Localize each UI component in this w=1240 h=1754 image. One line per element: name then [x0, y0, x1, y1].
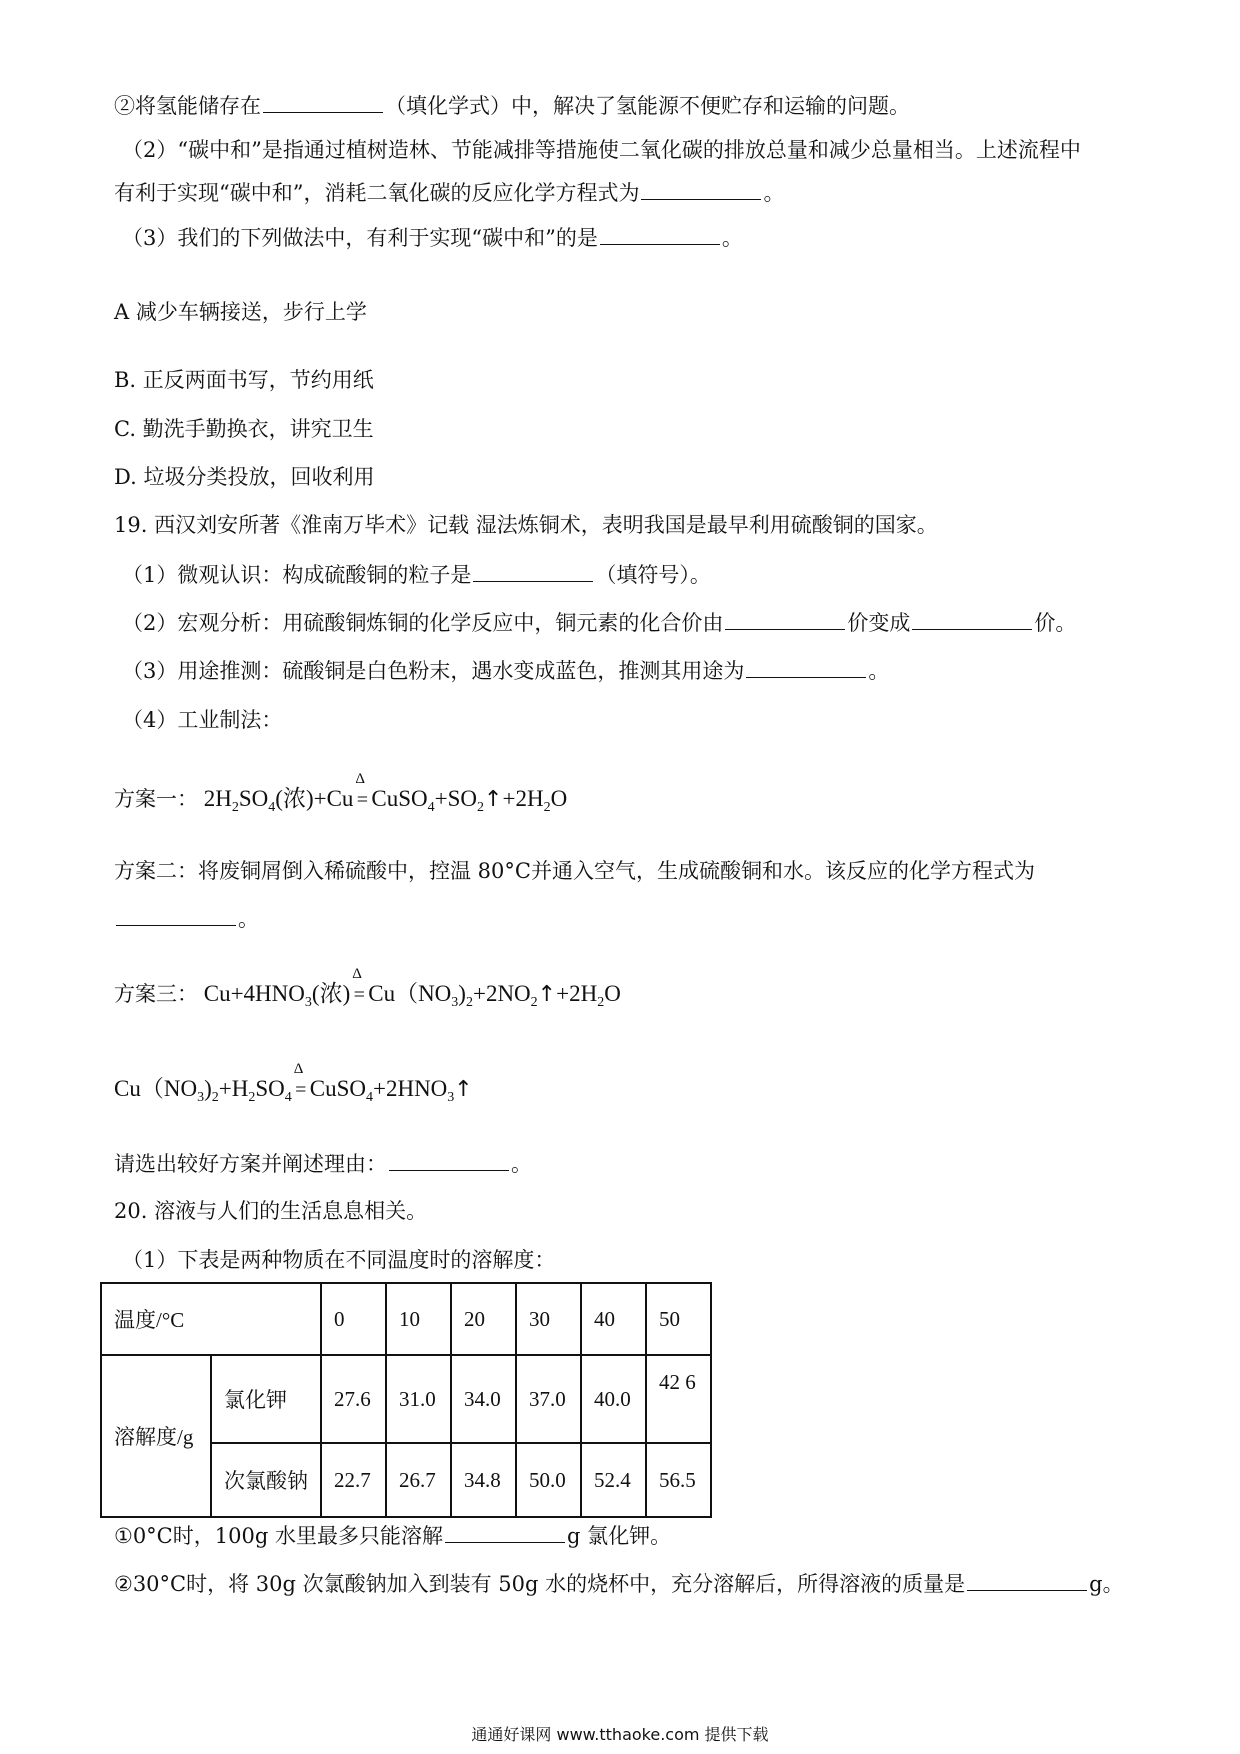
- temp-cell: 0: [321, 1283, 386, 1355]
- option-a: A 减少车辆接送，步行上学: [114, 300, 367, 324]
- q19-part3: （3）用途推测：硫酸铜是白色粉末，遇水变成蓝色，推测其用途为 。: [122, 655, 889, 686]
- answer-blank[interactable]: [912, 607, 1032, 630]
- option-c: C. 勤洗手勤换衣，讲究卫生: [114, 417, 374, 441]
- answer-blank[interactable]: [116, 903, 236, 926]
- q20-sub-b: ②30°C时，将 30g 次氯酸钠加入到装有 50g 水的烧杯中，充分溶解后，所得溶液的质量是 g。: [114, 1568, 1124, 1599]
- q20-sub-a: ①0°C时，100g 水里最多只能溶解 g 氯化钾。: [114, 1520, 671, 1551]
- option-d: D. 垃圾分类投放，回收利用: [114, 465, 375, 489]
- temp-cell: 20: [451, 1283, 516, 1355]
- temp-header: 温度/°C: [101, 1283, 321, 1355]
- page-footer: 通通好课网 www.tthaoke.com 提供下载: [471, 1725, 769, 1744]
- option-b: B. 正反两面书写，节约用纸: [114, 368, 374, 392]
- value-cell: 31.0: [386, 1355, 451, 1443]
- plan-three-equation-2: $Cu(NO_3)_2+H_2SO_4$ Δ = $CuSO_4+2HNO_3↑$: [114, 1061, 473, 1105]
- answer-blank[interactable]: [263, 90, 383, 113]
- q18-2-line: ②将氢能储存在 （填化学式）中，解决了氢能源不便贮存和运输的问题。: [114, 90, 910, 121]
- value-cell: 56.5: [646, 1443, 711, 1517]
- value-cell: 52.4: [581, 1443, 646, 1517]
- answer-blank[interactable]: [967, 1568, 1087, 1591]
- plan-three-equation-1: 方案三： $Cu+4HNO_3$(浓) Δ = $Cu(NO_3)_2+2NO_2↑+2H_2O$: [114, 966, 621, 1010]
- plan-two-blank-line: 。: [114, 903, 259, 934]
- question-20: 20. 溶液与人们的生活息息相关。: [114, 1199, 428, 1223]
- substance-name: 次氯酸钠: [211, 1443, 321, 1517]
- q19-part1: （1）微观认识：构成硫酸铜的粒子是 （填符号）。: [122, 559, 711, 590]
- choose-plan-line: 请选出较好方案并阐述理由： 。: [114, 1148, 532, 1179]
- answer-blank[interactable]: [600, 222, 720, 245]
- value-cell: 34.8: [451, 1443, 516, 1517]
- q19-part4: （4）工业制法：: [122, 708, 283, 732]
- plan-two-text: 方案二：将废铜屑倒入稀硫酸中，控温 80°C并通入空气，生成硫酸铜和水。该反应的化学方程式为: [114, 859, 1035, 883]
- q19-part2: （2）宏观分析：用硫酸铜炼铜的化学反应中，铜元素的化合价由 价变成 价。: [122, 607, 1076, 638]
- value-cell: 22.7: [321, 1443, 386, 1517]
- q18-part2-line2: 有利于实现“碳中和”，消耗二氧化碳的反应化学方程式为 。: [114, 177, 784, 208]
- plan-one-equation: 方案一： $2H_2SO_4$(浓)+Cu Δ = $CuSO_4+SO_2↑+2H_2O$: [114, 771, 568, 815]
- value-cell: 40.0: [581, 1355, 646, 1443]
- answer-blank[interactable]: [445, 1520, 565, 1543]
- value-cell: 34.0: [451, 1355, 516, 1443]
- value-cell: 50.0: [516, 1443, 581, 1517]
- answer-blank[interactable]: [641, 177, 761, 200]
- value-cell: 37.0: [516, 1355, 581, 1443]
- answer-blank[interactable]: [725, 607, 845, 630]
- answer-blank[interactable]: [389, 1148, 509, 1171]
- temp-cell: 50: [646, 1283, 711, 1355]
- answer-blank[interactable]: [746, 655, 866, 678]
- q20-part1: （1）下表是两种物质在不同温度时的溶解度：: [122, 1248, 556, 1272]
- q18-part2-line1: （2）“碳中和”是指通过植树造林、节能减排等措施使二氧化碳的排放总量和减少总量相当。上述流程中: [122, 138, 1081, 162]
- substance-name: 氯化钾: [211, 1355, 321, 1443]
- value-cell: 27.6: [321, 1355, 386, 1443]
- value-cell: 26.7: [386, 1443, 451, 1517]
- q18-part3-line: （3）我们的下列做法中，有利于实现“碳中和”的是 。: [122, 222, 743, 253]
- answer-blank[interactable]: [473, 559, 593, 582]
- temp-cell: 10: [386, 1283, 451, 1355]
- solubility-table: [100, 1282, 712, 1518]
- temp-cell: 40: [581, 1283, 646, 1355]
- value-cell: 42 6: [646, 1355, 711, 1443]
- temp-cell: 30: [516, 1283, 581, 1355]
- solubility-header: 溶解度/g: [101, 1355, 211, 1517]
- question-19: 19. 西汉刘安所著《淮南万毕术》记载 湿法炼铜术，表明我国是最早利用硫酸铜的国家。: [114, 513, 938, 537]
